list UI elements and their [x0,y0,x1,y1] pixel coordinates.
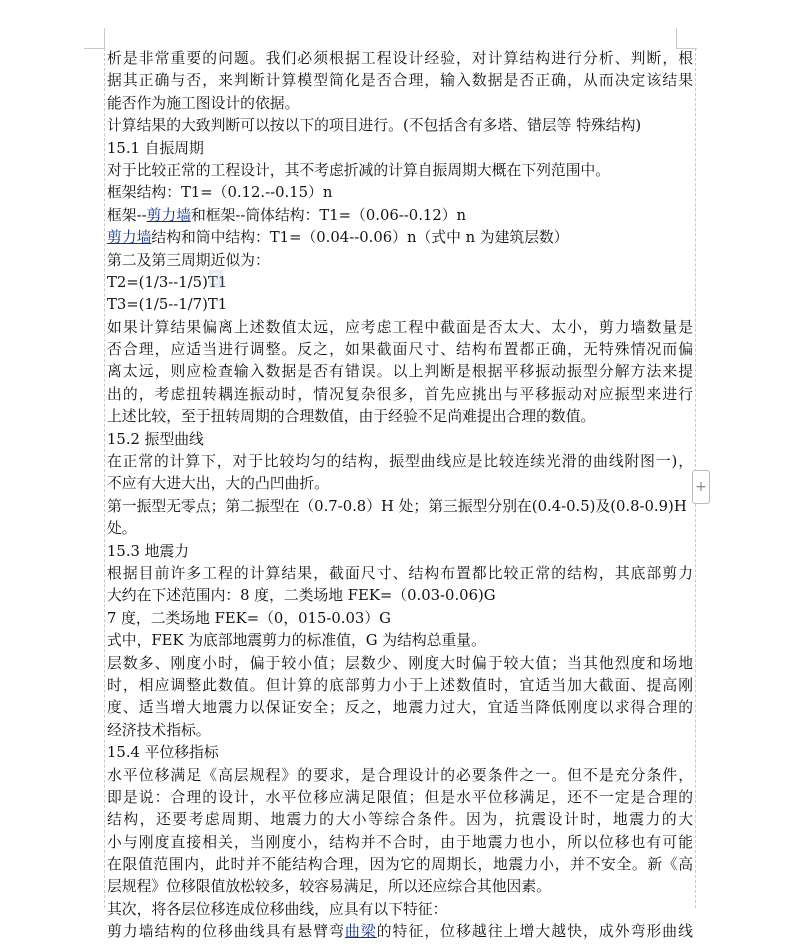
text-line: 在限值范围内，此时并不能结构合理，因为它的周期长，地震力小，并不安全。新《高 [107,856,693,874]
text-line [107,921,693,943]
text-line: T3=(1/5--1/7)T1 [107,296,228,314]
text-line: 15.3 地震力 [107,542,190,560]
watermark-icon [207,268,225,290]
text-line: 水平位移满足《高层规程》的要求，是合理设计的必要条件之一。但不是充分条件， [107,766,693,784]
text-line: 结构，还要考虑周期、地震力的大小等综合条件。因为，抗震设计时，地震力的大 [107,811,693,829]
page-corner-mark-top-left [84,28,105,49]
text-segment: 框架-- [107,206,147,224]
text-line: 如果计算结果偏离上述数值太远，应考虑工程中截面是否太大、太小，剪力墙数量是 [107,318,693,336]
text-line: 经济技术指标。 [107,721,211,739]
text-line: 即是说：合理的设计，水平位移应满足限值；但是水平位移满足，还不一定是合理的 [107,788,693,806]
text-line: 框架结构：T1=（0.12.--0.15）n [107,184,333,202]
text-line: 据其正确与否，来判断计算模型简化是否合理，输入数据是否正确，从而决定该结果 [107,72,693,90]
text-line: 第一振型无零点；第二振型在（0.7-0.8）H 处；第三振型分别在(0.4-0.5)及(0.8-0.9)H [107,497,687,515]
text-line: 对于比较正常的工程设计，其不考虑折减的计算自振周期大概在下列范围中。 [107,161,611,179]
text-line: 15.1 自振周期 [107,139,204,157]
text-line: 处。 [107,520,137,538]
text-segment: 和框架--筒体结构：T1=（0.06--0.12）n [191,206,467,224]
text-line: 能否作为施工图设计的依据。 [107,94,300,112]
text-line: 15.2 振型曲线 [107,430,204,448]
text-line: 根据目前许多工程的计算结果，截面尺寸、结构布置都比较正常的结构，其底部剪力 [107,564,693,582]
page-corner-mark-top-right [676,28,697,49]
text-line: 层数多、刚度小时，偏于较小值；层数少、刚度大时偏于较大值；当其他烈度和场地 [107,654,693,672]
document-page [104,48,696,941]
text-line: 小与刚度直接相关，当刚度小，结构并不合时，由于地震力也小，所以位移也有可能 [107,833,693,851]
text-line [107,205,693,227]
text-line: 15.4 平位移指标 [107,744,219,762]
text-line: 在正常的计算下，对于比较均匀的结构，振型曲线应是比较连续光滑的曲线附图一)， [107,453,693,471]
document-body[interactable] [107,48,693,944]
text-line: 离太远，则应检查输入数据是否有错误。以上判断是根据平移振动振型分解方法来提 [107,363,693,381]
text-line: 出的，考虑扭转耦连振动时，情况复杂很多，首先应挑出与平移振动对应振型来进行 [107,385,693,403]
hyperlink[interactable]: 剪力墙 [107,229,152,247]
text-line: 上述比较，至于扭转周期的合理数值，由于经验不足尚难提出合理的数值。 [107,408,596,426]
hyperlink[interactable]: 剪力墙 [146,206,191,224]
text-line: T2=(1/3--1/5)T1 [107,273,228,291]
text-line: 层规程》位移限值放松较多，较容易满足，所以还应综合其他因素。 [107,878,551,896]
text-line: 大约在下述范围内：8 度，二类场地 FEK=（0.03-0.06)G [107,587,496,605]
text-line: 第二及第三周期近似为： [107,251,270,269]
hyperlink[interactable]: 曲梁 [344,923,377,941]
text-line: 时，相应调整此数值。但计算的底部剪力小于上述数值时，宜适当加大截面、提高刚 [107,676,693,694]
text-segment: 的特征，位移越往上增大越快，成外弯形曲线 [376,923,693,941]
text-segment: 结构和筒中结构：T1=（0.04--0.06）n（式中 n 为建筑层数） [151,229,569,247]
text-line [107,227,693,249]
text-line: 度、适当增大地震力以保证安全；反之，地震力过大，宜适当降低刚度以求得合理的 [107,699,693,717]
text-line: 计算结果的大致判断可以按以下的项目进行。(不包括含有多塔、错层等 特殊结构) [107,117,642,135]
text-line: 不应有大进大出，大的凸凹曲折。 [107,475,329,493]
text-line: 其次，将各层位移连成位移曲线，应具有以下特征： [107,900,448,918]
text-line: 7 度，二类场地 FEK=（0，015-0.03）G [107,609,391,627]
add-button[interactable]: + [692,470,710,504]
text-line: 否合理，应适当进行调整。反之，如果截面尺寸、结构布置都正确，无特殊情况而偏 [107,341,693,359]
text-segment: 剪力墙结构的位移曲线具有悬臂弯 [107,923,345,941]
text-line: 析是非常重要的问题。我们必须根据工程设计经验，对计算结构进行分析、判断，根 [107,50,693,67]
text-line: 式中，FEK 为底部地震剪力的标准值，G 为结构总重量。 [107,632,486,650]
